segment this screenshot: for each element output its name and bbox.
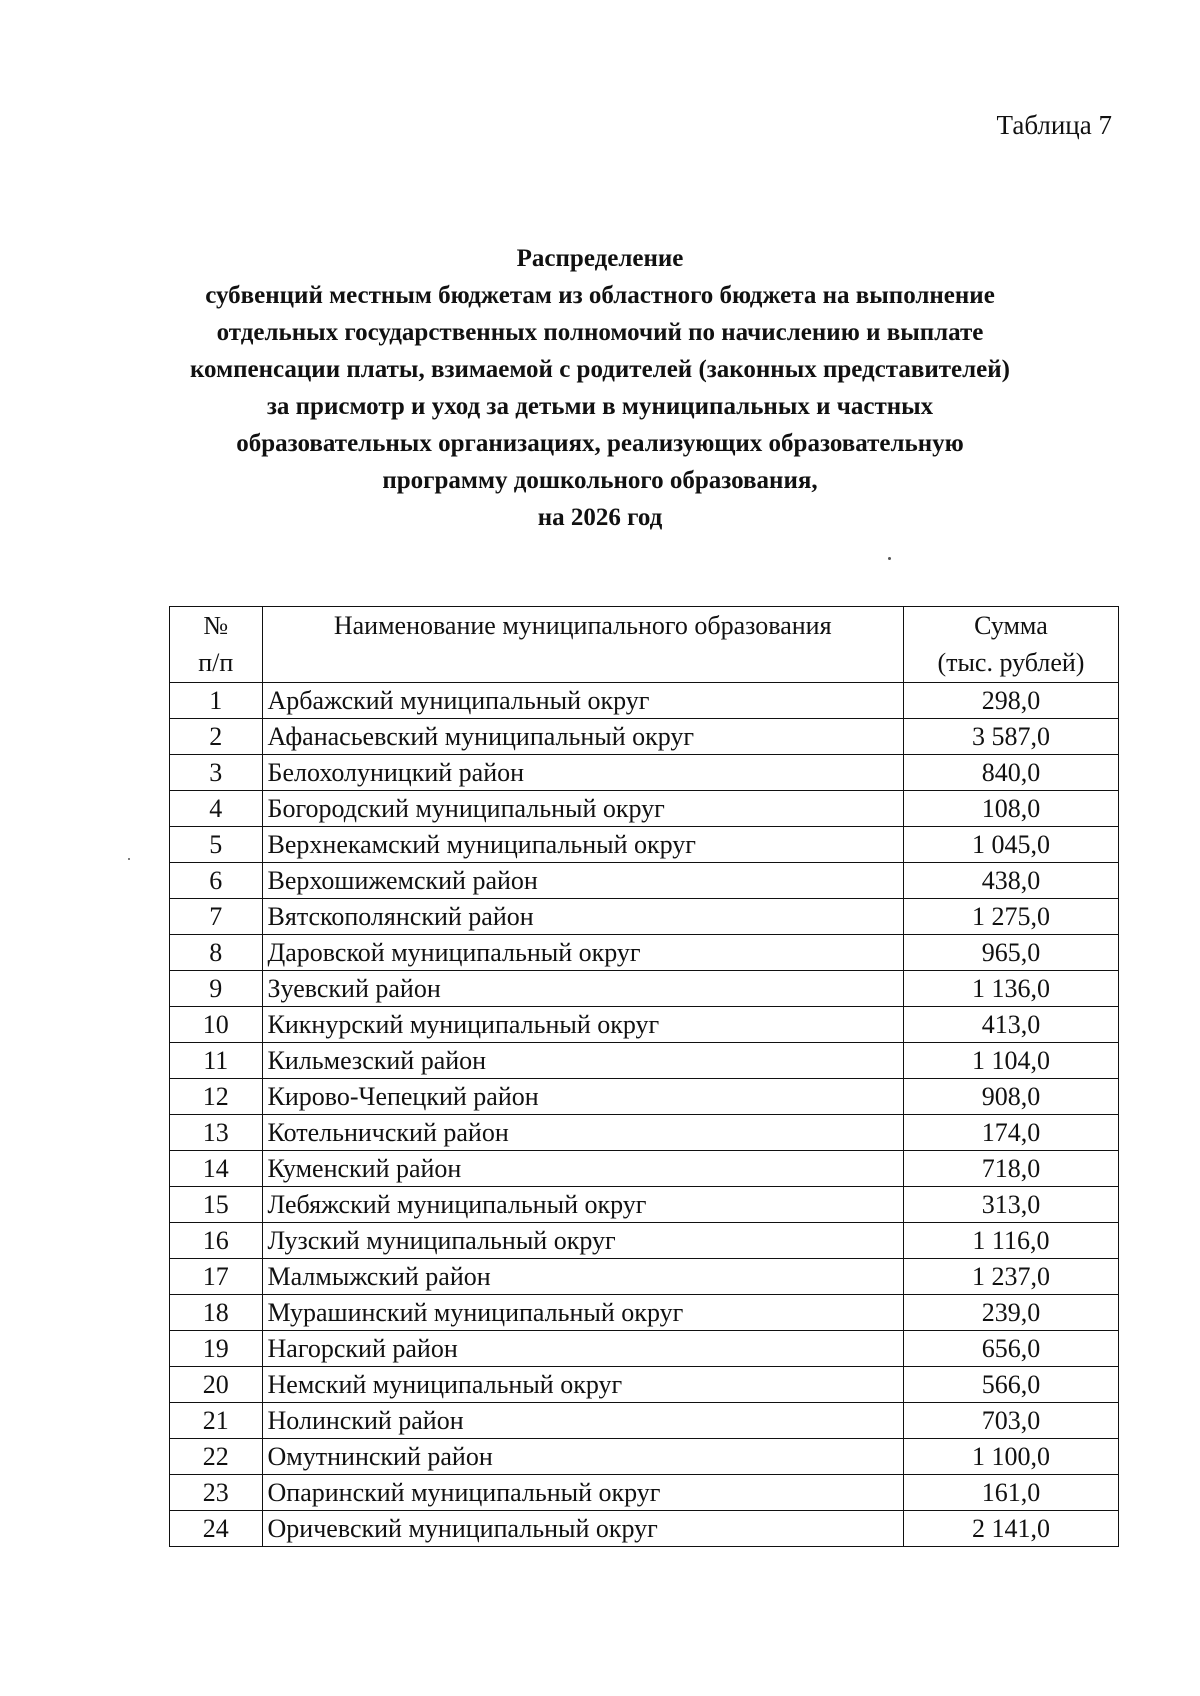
municipality-name: Оричевский муниципальный округ	[262, 1511, 903, 1547]
table-row	[170, 1331, 1119, 1367]
row-number: 16	[170, 1223, 263, 1259]
municipality-name: Немский муниципальный округ	[262, 1367, 903, 1403]
title-line: Распределение	[516, 245, 684, 272]
title-line: за присмотр и уход за детьми в муниципальных и частных	[266, 393, 934, 420]
row-number: 11	[170, 1043, 263, 1079]
title-line: на 2026 год	[537, 504, 663, 531]
row-number: 15	[170, 1187, 263, 1223]
row-number: 5	[170, 827, 263, 863]
amount-value: 566,0	[903, 1367, 1118, 1403]
table-row	[170, 1475, 1119, 1511]
table-row	[170, 1367, 1119, 1403]
row-number: 24	[170, 1511, 263, 1547]
amount-value: 1 116,0	[903, 1223, 1118, 1259]
row-number: 13	[170, 1115, 263, 1151]
row-number: 7	[170, 899, 263, 935]
amount-value: 174,0	[903, 1115, 1118, 1151]
amount-value: 1 237,0	[903, 1259, 1118, 1295]
amount-value: 3 587,0	[903, 719, 1118, 755]
municipality-name: Афанасьевский муниципальный округ	[262, 719, 903, 755]
municipality-name: Богородский муниципальный округ	[262, 791, 903, 827]
amount-value: 161,0	[903, 1475, 1118, 1511]
title-line: субвенций местным бюджетам из областного бюджета на выполнение	[205, 282, 995, 309]
row-number: 14	[170, 1151, 263, 1187]
header-sum-line1: Сумма	[974, 611, 1048, 640]
table-row	[170, 1223, 1119, 1259]
amount-value: 108,0	[903, 791, 1118, 827]
municipality-name: Белохолуницкий район	[262, 755, 903, 791]
municipality-name: Омутнинский район	[262, 1439, 903, 1475]
header-sum	[903, 607, 1118, 683]
table-row	[170, 719, 1119, 755]
table-row	[170, 1151, 1119, 1187]
header-sum-line2: (тыс. рублей)	[937, 648, 1085, 677]
table-row	[170, 863, 1119, 899]
title-line: компенсации платы, взимаемой с родителей (законных представителей)	[189, 356, 1011, 383]
municipality-name: Нолинский район	[262, 1403, 903, 1439]
table-header-row	[170, 607, 1119, 683]
table-row	[170, 899, 1119, 935]
municipality-name: Кикнурский муниципальный округ	[262, 1007, 903, 1043]
row-number: 9	[170, 971, 263, 1007]
subvention-table	[169, 606, 1119, 1547]
table-row	[170, 1295, 1119, 1331]
table-row	[170, 971, 1119, 1007]
municipality-name: Верхнекамский муниципальный округ	[262, 827, 903, 863]
table-row	[170, 1079, 1119, 1115]
table-row	[170, 1115, 1119, 1151]
scan-speck	[128, 858, 130, 860]
amount-value: 313,0	[903, 1187, 1118, 1223]
amount-value: 1 045,0	[903, 827, 1118, 863]
row-number: 2	[170, 719, 263, 755]
row-number: 10	[170, 1007, 263, 1043]
header-number-line2: п/п	[198, 648, 234, 677]
row-number: 3	[170, 755, 263, 791]
table-body	[170, 683, 1119, 1547]
municipality-name: Лузский муниципальный округ	[262, 1223, 903, 1259]
table-row	[170, 935, 1119, 971]
amount-value: 718,0	[903, 1151, 1118, 1187]
header-name	[262, 607, 903, 683]
municipality-name: Куменский район	[262, 1151, 903, 1187]
row-number: 19	[170, 1331, 263, 1367]
header-number	[170, 607, 263, 683]
municipality-name: Нагорский район	[262, 1331, 903, 1367]
row-number: 22	[170, 1439, 263, 1475]
header-number-line1: №	[203, 611, 229, 640]
amount-value: 703,0	[903, 1403, 1118, 1439]
municipality-name: Верхошижемский район	[262, 863, 903, 899]
table-row	[170, 683, 1119, 719]
table-row	[170, 1187, 1119, 1223]
table-row	[170, 1007, 1119, 1043]
municipality-name: Лебяжский муниципальный округ	[262, 1187, 903, 1223]
municipality-name: Зуевский район	[262, 971, 903, 1007]
table-number-label: Таблица 7	[996, 110, 1112, 140]
amount-value: 298,0	[903, 683, 1118, 719]
municipality-name: Кильмезский район	[262, 1043, 903, 1079]
table-row	[170, 1403, 1119, 1439]
row-number: 18	[170, 1295, 263, 1331]
amount-value: 2 141,0	[903, 1511, 1118, 1547]
municipality-name: Вятскополянский район	[262, 899, 903, 935]
amount-value: 239,0	[903, 1295, 1118, 1331]
amount-value: 965,0	[903, 935, 1118, 971]
municipality-name: Даровской муниципальный округ	[262, 935, 903, 971]
municipality-name: Малмыжский район	[262, 1259, 903, 1295]
municipality-name: Котельничский район	[262, 1115, 903, 1151]
row-number: 1	[170, 683, 263, 719]
scan-speck	[888, 557, 891, 560]
row-number: 21	[170, 1403, 263, 1439]
row-number: 4	[170, 791, 263, 827]
table-row	[170, 827, 1119, 863]
table-row	[170, 1439, 1119, 1475]
header-name-text: Наименование муниципального образования	[333, 611, 832, 640]
municipality-name: Арбажский муниципальный округ	[262, 683, 903, 719]
table-row	[170, 1259, 1119, 1295]
table-row	[170, 791, 1119, 827]
table-row	[170, 1511, 1119, 1547]
amount-value: 413,0	[903, 1007, 1118, 1043]
row-number: 12	[170, 1079, 263, 1115]
municipality-name: Мурашинский муниципальный округ	[262, 1295, 903, 1331]
row-number: 6	[170, 863, 263, 899]
amount-value: 656,0	[903, 1331, 1118, 1367]
amount-value: 1 136,0	[903, 971, 1118, 1007]
document-title	[150, 240, 1050, 536]
amount-value: 438,0	[903, 863, 1118, 899]
table-row	[170, 1043, 1119, 1079]
table-row	[170, 755, 1119, 791]
row-number: 20	[170, 1367, 263, 1403]
amount-value: 1 100,0	[903, 1439, 1118, 1475]
amount-value: 840,0	[903, 755, 1118, 791]
amount-value: 908,0	[903, 1079, 1118, 1115]
title-line: программу дошкольного образования,	[382, 467, 818, 494]
municipality-name: Кирово-Чепецкий район	[262, 1079, 903, 1115]
title-line: образовательных организациях, реализующих образовательную	[236, 430, 964, 457]
amount-value: 1 104,0	[903, 1043, 1118, 1079]
row-number: 23	[170, 1475, 263, 1511]
municipality-name: Опаринский муниципальный округ	[262, 1475, 903, 1511]
title-line: отдельных государственных полномочий по начислению и выплате	[216, 319, 984, 346]
row-number: 17	[170, 1259, 263, 1295]
amount-value: 1 275,0	[903, 899, 1118, 935]
row-number: 8	[170, 935, 263, 971]
